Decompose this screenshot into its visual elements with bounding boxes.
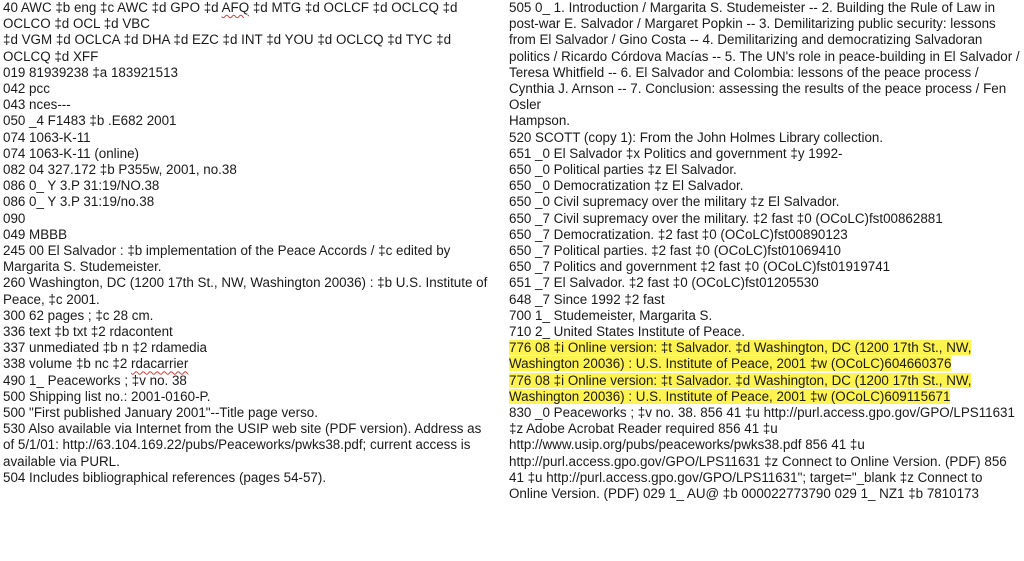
marc-field-text: 40 AWC ‡b eng ‡c AWC ‡d GPO ‡d bbox=[3, 0, 222, 15]
marc-field-text: 650 _7 Political parties. ‡2 fast ‡0 (OCoLC)fst01069410 bbox=[509, 243, 841, 259]
marc-field-074b bbox=[3, 146, 493, 162]
marc-field-650g bbox=[509, 259, 1021, 275]
marc-field-text: 650 _7 Democratization. ‡2 fast ‡0 (OCoLC)fst00890123 bbox=[509, 226, 848, 242]
marc-field-648 bbox=[509, 292, 1021, 308]
spellcheck-flagged-word: rdacarrier bbox=[131, 356, 189, 372]
marc-field-086a bbox=[3, 178, 493, 194]
marc-field-text: 776 08 ‡i Online version: ‡t Salvador. ‡d Washington, DC (1200 17th St., NW, Washington 20036) : U.S. Institute of Peace, 2001 ‡w (OCoLC)604660376 bbox=[509, 340, 972, 372]
marc-field-text: 500 "First published January 2001"--Title page verso. bbox=[3, 405, 318, 421]
marc-field-700 bbox=[509, 308, 1021, 324]
marc-field-text: 651 _0 El Salvador ‡x Politics and government ‡y 1992- bbox=[509, 145, 843, 161]
marc-field-650b bbox=[509, 178, 1021, 194]
marc-field-260 bbox=[3, 275, 493, 307]
marc-field-text: 650 _0 Democratization ‡z El Salvador. bbox=[509, 178, 744, 194]
marc-field-650e bbox=[509, 227, 1021, 243]
marc-field-text: 651 _7 El Salvador. ‡2 fast ‡0 (OCoLC)fst01205530 bbox=[509, 275, 819, 291]
marc-field-text: 700 1_ Studemeister, Margarita S. bbox=[509, 307, 713, 323]
marc-field-text: 086 0_ Y 3.P 31:19/NO.38 bbox=[3, 178, 160, 194]
marc-field-text: 500 Shipping list no.: 2001-0160-P. bbox=[3, 388, 211, 404]
marc-field-776b bbox=[509, 373, 1021, 405]
marc-field-490 bbox=[3, 373, 493, 389]
marc-field-043 bbox=[3, 97, 493, 113]
marc-field-336 bbox=[3, 324, 493, 340]
marc-field-text: 074 1063-K-11 (online) bbox=[3, 145, 139, 161]
marc-field-530 bbox=[3, 421, 493, 470]
marc-field-text: 260 Washington, DC (1200 17th St., NW, Washington 20036) : ‡b U.S. Institute of Peace, ‡c 2001. bbox=[3, 275, 488, 307]
marc-field-050 bbox=[3, 113, 493, 129]
marc-field-text: 338 volume ‡b nc ‡2 bbox=[3, 356, 132, 372]
marc-field-049 bbox=[3, 227, 493, 243]
marc-field-text: 776 08 ‡i Online version: ‡t Salvador. ‡d Washington, DC (1200 17th St., NW, Washington 20036) : U.S. Institute of Peace, 2001 ‡w (OCoLC)609115671 bbox=[509, 372, 972, 404]
marc-record-right-column bbox=[509, 0, 1021, 502]
marc-field-710 bbox=[509, 324, 1021, 340]
marc-field-text: 530 Also available via Internet from the USIP web site (PDF version). Address as of 5/1/01: http://63.104.169.22/pubs/Peaceworks/pwks38.pdf; current access is available via PURL. bbox=[3, 421, 482, 469]
marc-field-830 bbox=[509, 405, 1021, 502]
marc-field-300 bbox=[3, 308, 493, 324]
marc-field-086b bbox=[3, 194, 493, 210]
marc-field-text: 043 nces--- bbox=[3, 97, 71, 113]
marc-field-042 bbox=[3, 81, 493, 97]
marc-field-text: 049 MBBB bbox=[3, 226, 68, 242]
marc-field-text: 074 1063-K-11 bbox=[3, 129, 91, 145]
marc-field-245 bbox=[3, 243, 493, 275]
marc-field-text: Hampson. bbox=[509, 113, 571, 129]
marc-field-040 bbox=[3, 0, 493, 32]
marc-field-text: 650 _0 Civil supremacy over the military ‡z El Salvador. bbox=[509, 194, 840, 210]
marc-field-text: 245 00 El Salvador : ‡b implementation of the Peace Accords / ‡c edited by Margarita S. Studemeister. bbox=[3, 243, 451, 275]
marc-field-338 bbox=[3, 356, 493, 372]
marc-field-text: 090 bbox=[3, 210, 26, 226]
marc-field-text: 520 SCOTT (copy 1): From the John Holmes Library collection. bbox=[509, 129, 884, 145]
marc-field-650f bbox=[509, 243, 1021, 259]
marc-field-text: 019 81939238 ‡a 183921513 bbox=[3, 64, 179, 80]
marc-field-074a bbox=[3, 130, 493, 146]
marc-field-651a bbox=[509, 146, 1021, 162]
marc-field-text: 300 62 pages ; ‡c 28 cm. bbox=[3, 307, 154, 323]
marc-field-text: 650 _7 Civil supremacy over the military. ‡2 fast ‡0 (OCoLC)fst00862881 bbox=[509, 210, 943, 226]
marc-field-651b bbox=[509, 275, 1021, 291]
marc-field-text: ‡d MTG ‡d OCLCF ‡d OCLCQ ‡d OCLCO ‡d OCL ‡d VBC bbox=[3, 0, 458, 32]
marc-field-text: 650 _0 Political parties ‡z El Salvador. bbox=[509, 162, 737, 178]
marc-field-text: 710 2_ United States Institute of Peace. bbox=[509, 324, 745, 340]
marc-field-text: 336 text ‡b txt ‡2 rdacontent bbox=[3, 324, 173, 340]
marc-field-text: 490 1_ Peaceworks ; ‡v no. 38 bbox=[3, 372, 187, 388]
marc-field-082 bbox=[3, 162, 493, 178]
marc-field-337 bbox=[3, 340, 493, 356]
marc-record-left-column bbox=[3, 0, 493, 486]
marc-field-520 bbox=[509, 130, 1021, 146]
marc-field-650a bbox=[509, 162, 1021, 178]
marc-field-text: 086 0_ Y 3.P 31:19/no.38 bbox=[3, 194, 155, 210]
marc-field-text: 505 0_ 1. Introduction / Margarita S. Studemeister -- 2. Building the Rule of Law in post-war E. Salvador / Margaret Popkin -- 3. Demilitarizing public security: lessons from El Salvador / Gino Costa -- 4. Demilitarizing and democratizing Salvadoran politics / Ricardo Córdova Macías -- 5. The UN's role in peace-building in El Salvador / Teresa Whitfield -- 6. El Salvador and Colombia: lessons of the peace process / Cynthia J. Arnson -- 7. Conclusion: assessing the results of the peace process / Fen Osler bbox=[509, 0, 1020, 113]
marc-field-040b bbox=[3, 32, 493, 64]
marc-field-505 bbox=[509, 0, 1021, 113]
marc-field-504 bbox=[3, 470, 493, 486]
marc-field-505b bbox=[509, 113, 1021, 129]
marc-field-text: ‡d VGM ‡d OCLCA ‡d DHA ‡d EZC ‡d INT ‡d YOU ‡d OCLCQ ‡d TYC ‡d OCLCQ ‡d XFF bbox=[3, 32, 452, 64]
marc-field-500a bbox=[3, 389, 493, 405]
marc-field-650d bbox=[509, 211, 1021, 227]
marc-field-text: 648 _7 Since 1992 ‡2 fast bbox=[509, 291, 665, 307]
marc-field-500b bbox=[3, 405, 493, 421]
marc-field-650c bbox=[509, 194, 1021, 210]
marc-field-text: 337 unmediated ‡b n ‡2 rdamedia bbox=[3, 340, 207, 356]
marc-field-text: 650 _7 Politics and government ‡2 fast ‡0 (OCoLC)fst01919741 bbox=[509, 259, 891, 275]
marc-field-text: 050 _4 F1483 ‡b .E682 2001 bbox=[3, 113, 177, 129]
marc-field-text: 830 _0 Peaceworks ; ‡v no. 38. 856 41 ‡u http://purl.access.gpo.gov/GPO/LPS11631 ‡z Adobe Acrobat Reader required 856 41 ‡u http://www.usip.org/pubs/peaceworks/pwks38.pdf 856 41 ‡u http://purl.access.gpo.gov/GPO/LPS11631 ‡z Connect to Online Version. (PDF) 856 41 ‡u http://purl.access.gpo.gov/GPO/LPS11631"; target="_blank ‡z Connect to Online Version. (PDF) 029 1_ AU@ ‡b 000022773790 029 1_ NZ1 ‡b 7810173 bbox=[509, 405, 1015, 502]
spellcheck-flagged-word: AFQ bbox=[221, 0, 250, 15]
marc-field-text: 504 Includes bibliographical references (pages 54-57). bbox=[3, 469, 327, 485]
marc-field-019 bbox=[3, 65, 493, 81]
marc-field-090 bbox=[3, 211, 493, 227]
marc-field-776a bbox=[509, 340, 1021, 372]
marc-field-text: 042 pcc bbox=[3, 81, 50, 97]
marc-field-text: 082 04 327.172 ‡b P355w, 2001, no.38 bbox=[3, 162, 237, 178]
